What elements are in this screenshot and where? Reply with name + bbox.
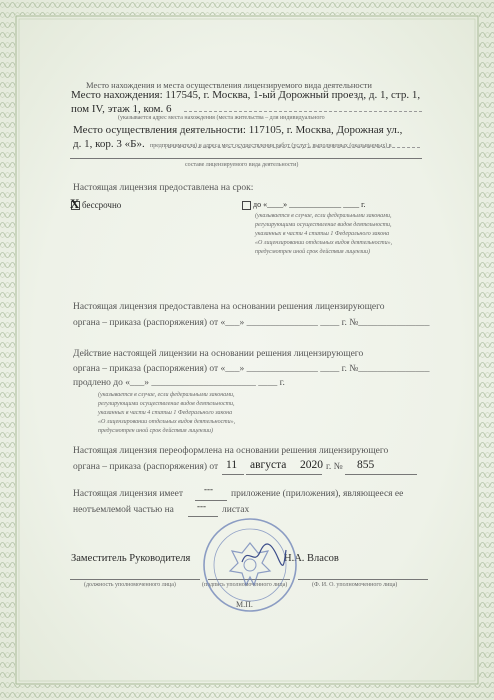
until-note-1: (указывается в случае, если федеральными законами, bbox=[255, 213, 392, 219]
appendix-count: --- bbox=[204, 484, 213, 494]
reissue-day: 11 bbox=[226, 459, 238, 471]
name-underline bbox=[298, 579, 428, 580]
location-hint-2: предпринимателя) и адреса мест осуществления работ (услуг), выполняемых (оказываемых) в bbox=[150, 143, 392, 149]
appendix-line-1a: Настоящая лицензия имеет bbox=[73, 489, 184, 499]
until-note-4: «О лицензировании отдельных видов деятельности», bbox=[255, 240, 393, 246]
location-line-1: Место нахождения: 117545, г. Москва, 1-ый Дорожный проезд, д. 1, стр. 1, bbox=[71, 89, 421, 101]
until-note-2: регулирующими осуществление видов деятельности, bbox=[255, 222, 392, 228]
reissue-number-underline bbox=[345, 474, 417, 475]
extension-line-3: продлено до «___» ______________________ ____ г. bbox=[73, 378, 285, 388]
location-fill-dashes bbox=[184, 111, 422, 112]
until-note-3: указанных в части 4 статьи 1 Федерального закона bbox=[255, 231, 390, 237]
reissue-line-2-prefix: органа – приказа (распоряжения) от bbox=[73, 462, 219, 472]
reissue-day-underline bbox=[222, 474, 244, 475]
appendix-sheets: --- bbox=[197, 501, 206, 511]
basis-line-2: органа – приказа (распоряжения) от «___» _______________ ____ г. №_______________ bbox=[73, 318, 430, 328]
location-line-2: пом IV, этаж 1, ком. 6 bbox=[71, 103, 172, 115]
reissue-month: августа bbox=[250, 459, 287, 471]
signature-scribble-icon bbox=[238, 540, 288, 570]
term-label: Настоящая лицензия предоставлена на срок: bbox=[73, 183, 254, 193]
reissue-year: 2020 bbox=[300, 459, 323, 471]
activity-line-1: Место осуществления деятельности: 117105, г. Москва, Дорожная ул., bbox=[73, 124, 403, 136]
basis-line-1: Настоящая лицензия предоставлена на основании решения лицензирующего bbox=[73, 302, 385, 312]
extension-note-2: регулирующими осуществление видов деятельности, bbox=[98, 401, 235, 407]
hint-position: (должность уполномоченного лица) bbox=[84, 582, 176, 588]
appendix-line-2b: листах bbox=[222, 505, 250, 515]
location-hint-1: (указывается адрес места нахождения (места жительства – для индивидуального bbox=[118, 115, 325, 121]
signatory-position: Заместитель Руководителя bbox=[71, 553, 191, 564]
reissue-number: 855 bbox=[357, 459, 375, 471]
stamp-label: М.П. bbox=[236, 600, 253, 609]
extension-line-1: Действие настоящей лицензии на основании решения лицензирующего bbox=[73, 349, 364, 359]
checkbox-mark: X bbox=[70, 196, 80, 211]
position-underline bbox=[70, 579, 200, 580]
until-line: до «____» _____________ ____ г. bbox=[253, 200, 366, 209]
until-checkbox bbox=[242, 201, 251, 210]
extension-note-1: (указывается в случае, если федеральными законами, bbox=[98, 392, 235, 398]
indefinite-label: бессрочно bbox=[82, 200, 122, 210]
hint-name: (Ф. И. О. уполномоченного лица) bbox=[312, 582, 398, 588]
appendix-line-1b: приложение (приложения), являющееся ее bbox=[231, 489, 404, 499]
reissue-date-underline bbox=[246, 474, 322, 475]
activity-underline bbox=[70, 158, 422, 159]
location-hint-3: составе лицензируемого вида деятельности) bbox=[185, 162, 299, 168]
activity-line-2: д. 1, кор. 3 «Б». bbox=[73, 138, 145, 150]
location-header: Место нахождения и места осуществления лицензируемого вида деятельности bbox=[86, 80, 372, 90]
until-note-5: предусмотрен иной срок действия лицензии) bbox=[255, 249, 370, 255]
extension-note-3: указанных в части 4 статьи 1 Федерального закона bbox=[98, 410, 233, 416]
extension-note-5: предусмотрен иной срок действия лицензии) bbox=[98, 428, 213, 434]
reissue-line-1: Настоящая лицензия переоформлена на основании решения лицензирующего bbox=[73, 446, 389, 456]
extension-line-2: органа – приказа (распоряжения) от «___» _______________ ____ г. №_______________ bbox=[73, 364, 430, 374]
signatory-name: Н.А. Власов bbox=[284, 553, 339, 564]
hint-signature: (подпись уполномоченного лица) bbox=[202, 582, 288, 588]
extension-note-4: «О лицензировании отдельных видов деятельности», bbox=[98, 419, 236, 425]
appendix-line-2a: неотъемлемой частью на bbox=[73, 505, 174, 515]
reissue-year-suffix: г. № bbox=[326, 462, 343, 472]
